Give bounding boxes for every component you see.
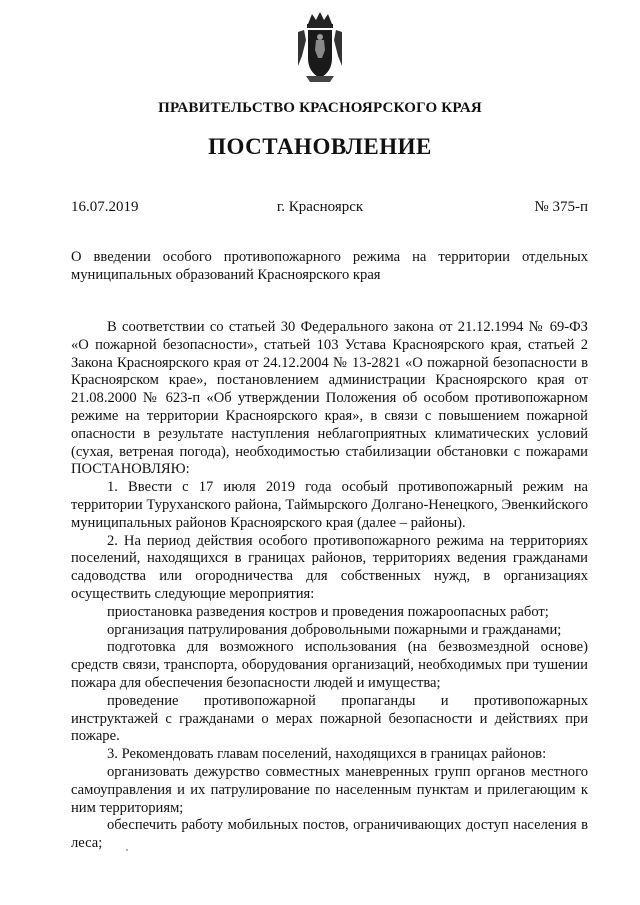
list-item: приостановка разведения костров и проведения пожароопасных работ; xyxy=(107,603,549,620)
document-type-title: ПОСТАНОВЛЕНИЕ xyxy=(208,134,432,159)
document-date: 16.07.2019 xyxy=(71,199,139,215)
preamble-paragraph: В соответствии со статьей 30 Федерального закона от 21.12.1994 № 69-ФЗ «О пожарной безопасности», статьей 103 Устава Красноярского края, статьей 2 Закона Красноярского края от 24.12.2004 № 13-2821 «О пожарной безопасности в Красноярском крае», постановлением администрации Красноярского края от 21.08.2000 № 623-п «Об утверждении Положения об особом противопожарном режиме на территории Красноярского края», в связи с повышением пожарной опасности в результате наступления неблагоприятных климатических условий (сухая, ветреная погода), необходимостью стабилизации обстановки с пожарами ПОСТАНОВЛЯЮ: xyxy=(71,319,588,478)
organization-title: ПРАВИТЕЛЬСТВО КРАСНОЯРСКОГО КРАЯ xyxy=(158,100,482,116)
item-3-paragraph: 3. Рекомендовать главам поселений, находящихся в границах районов: xyxy=(107,746,547,763)
list-item: организация патрулирования добровольными пожарными и гражданами; xyxy=(107,621,562,638)
document-body xyxy=(71,319,588,853)
list-item: проведение противопожарной пропаганды и противопожарных инструктажей с гражданами о мерах пожарной безопасности и действиях при пожаре. xyxy=(71,692,588,745)
coat-of-arms-emblem xyxy=(294,10,346,86)
document-subject: О введении особого противопожарного режима на территории отдельных муниципальных образований Красноярского края xyxy=(71,249,588,283)
document-city: г. Красноярск xyxy=(276,199,364,215)
list-item: подготовка для возможного использования (на безвозмездной основе) средств связи, транспорта, оборудования организаций, необходимых при тушении пожара для обеспечения безопасности людей и имущества; xyxy=(71,639,588,691)
document-number: № 375-п xyxy=(534,199,588,215)
list-item: организовать дежурство совместных маневренных групп органов местного самоуправления и их патрулирование по населенным пунктам и прилегающим к ним территориям; xyxy=(71,763,588,816)
item-1-paragraph: 1. Ввести с 17 июля 2019 года особый противопожарный режим на территории Туруханского района, Таймырского Долгано-Ненецкого, Эвенкийского муниципальных районов Красноярского края (далее – районы). xyxy=(71,479,588,531)
list-item: обеспечить работу мобильных постов, ограничивающих доступ населения в леса; xyxy=(71,817,588,852)
item-2-paragraph: 2. На период действия особого противопожарного режима на территориях поселений, находящихся в границах районов, территориях ведения гражданами садоводства или огородничества для собственных нужд, в организациях осуществить следующие мероприятия: xyxy=(71,532,588,602)
scan-speck xyxy=(126,849,128,851)
